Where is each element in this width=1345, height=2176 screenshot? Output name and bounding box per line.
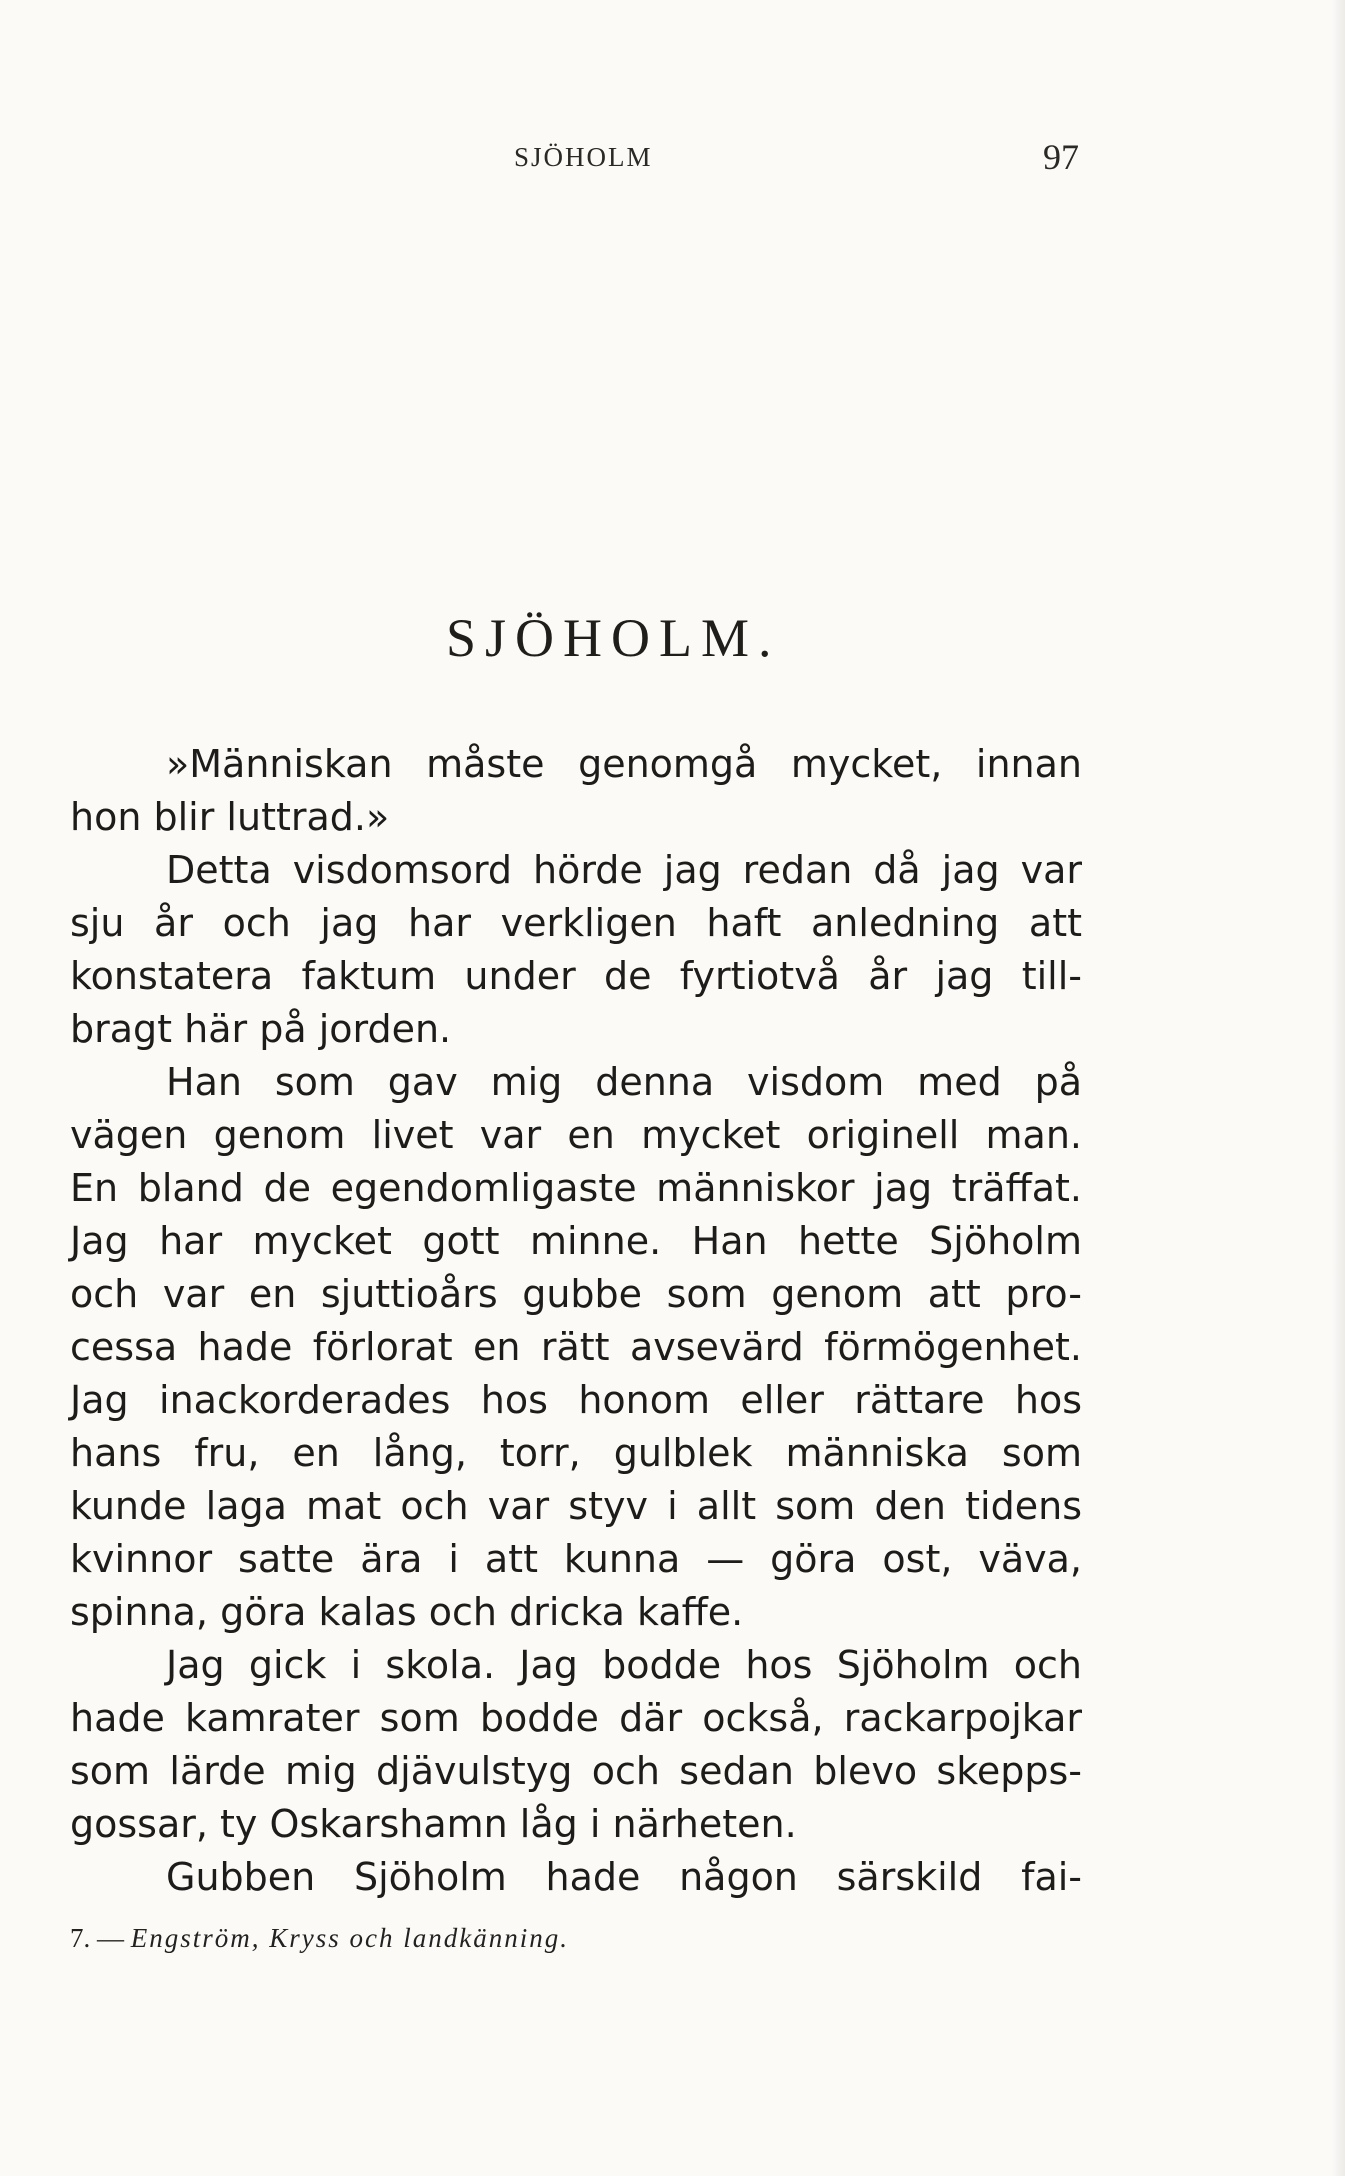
text-line: Han som gav mig denna visdom med på <box>166 1060 1082 1104</box>
text-line: »Människan måste genomgå mycket, innan <box>166 742 1082 786</box>
text-line: och var en sjuttioårs gubbe som genom att pro- <box>70 1272 1082 1316</box>
text-line: bragt här på jorden. <box>70 1007 452 1051</box>
text-line: Detta visdomsord hörde jag redan då jag var <box>166 848 1082 892</box>
text-line: Jag inackorderades hos honom eller rättare hos <box>70 1378 1082 1422</box>
text-line: hade kamrater som bodde där också, rackarpojkar <box>70 1696 1082 1740</box>
text-line: konstatera faktum under de fyrtiotvå år jag till- <box>70 954 1082 998</box>
text-line: gossar, ty Oskarshamn låg i närheten. <box>70 1802 797 1846</box>
text-line: Gubben Sjöholm hade någon särskild fai- <box>166 1855 1082 1899</box>
text-line: Jag gick i skola. Jag bodde hos Sjöholm och <box>166 1643 1082 1687</box>
signature-mark: 7. — <box>70 1923 124 1953</box>
page-edge-shadow <box>1331 0 1345 2176</box>
text-line: spinna, göra kalas och dricka kaffe. <box>70 1590 744 1634</box>
text-line: vägen genom livet var en mycket originell man. <box>70 1113 1082 1157</box>
text-line: hon blir luttrad.» <box>70 795 390 839</box>
footer-signature <box>70 1923 569 1954</box>
page-number: 97 <box>1043 137 1079 177</box>
text-line: sju år och jag har verkligen haft anledning att <box>70 901 1082 945</box>
chapter-title: SJÖHOLM. <box>446 608 781 668</box>
body-text <box>70 738 1082 1904</box>
text-line: En bland de egendomligaste människor jag träffat. <box>70 1166 1082 1210</box>
text-line: som lärde mig djävulstyg och sedan blevo skepps- <box>70 1749 1082 1793</box>
text-line: kvinnor satte ära i att kunna — göra ost, väva, <box>70 1537 1082 1581</box>
text-line: hans fru, en lång, torr, gulblek människa som <box>70 1431 1082 1475</box>
text-line: cessa hade förlorat en rätt avsevärd förmögenhet. <box>70 1325 1082 1369</box>
text-line: kunde laga mat och var styv i allt som den tidens <box>70 1484 1082 1528</box>
running-head: SJÖHOLM <box>514 142 653 172</box>
text-line: Jag har mycket gott minne. Han hette Sjöholm <box>70 1219 1082 1263</box>
book-title: Engström, Kryss och landkänning. <box>130 1923 569 1953</box>
